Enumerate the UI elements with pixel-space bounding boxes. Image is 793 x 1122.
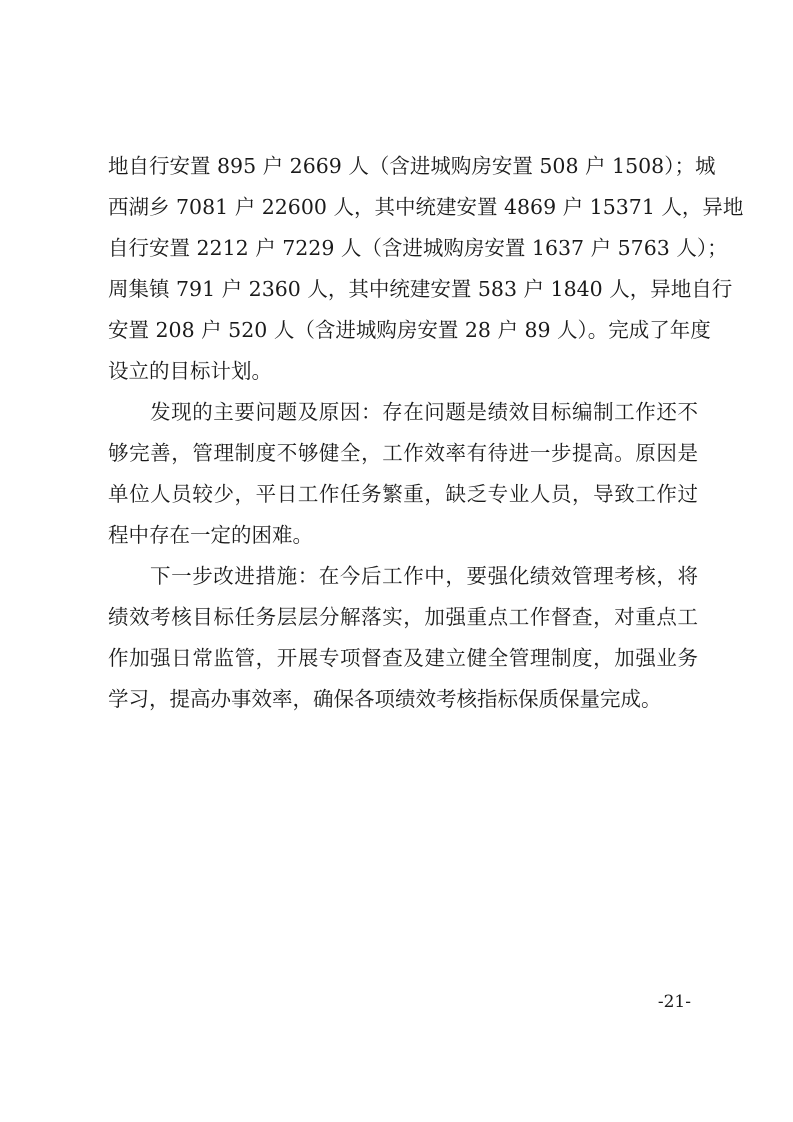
body-text (108, 146, 744, 720)
paragraph-resettlement (108, 146, 744, 392)
text-line: 程中存在一定的困难。 (108, 523, 313, 547)
text-line: 地自行安置 895 户 2669 人（含进城购房安置 508 户 1508）；城 (108, 154, 716, 178)
text-line: 够完善，管理制度不够健全，工作效率有待进一步提高。原因是 (108, 441, 698, 465)
text-line: 周集镇 791 户 2360 人，其中统建安置 583 户 1840 人，异地自行 (108, 277, 733, 301)
page-number: -21- (657, 992, 691, 1012)
text-line: 学习，提高办事效率，确保各项绩效考核指标保质保量完成。 (108, 687, 662, 711)
text-line: 下一步改进措施：在今后工作中，要强化绩效管理考核，将 (150, 564, 698, 588)
text-line: 绩效考核目标任务层层分解落实，加强重点工作督查，对重点工 (108, 605, 698, 629)
text-line: 设立的目标计划。 (108, 359, 272, 383)
text-line: 作加强日常监管，开展专项督查及建立健全管理制度，加强业务 (108, 646, 698, 670)
text-line: 发现的主要问题及原因：存在问题是绩效目标编制工作还不 (150, 400, 698, 424)
text-line: 自行安置 2212 户 7229 人（含进城购房安置 1637 户 5763 人）； (108, 236, 728, 260)
text-line: 西湖乡 7081 户 22600 人，其中统建安置 4869 户 15371 人，异地 (108, 195, 744, 219)
text-line: 单位人员较少，平日工作任务繁重，缺乏专业人员，导致工作过 (108, 482, 698, 506)
text-line: 安置 208 户 520 人（含进城购房安置 28 户 89 人）。完成了年度 (108, 318, 711, 342)
paragraph-problems (108, 392, 698, 556)
paragraph-improvements (108, 556, 698, 720)
